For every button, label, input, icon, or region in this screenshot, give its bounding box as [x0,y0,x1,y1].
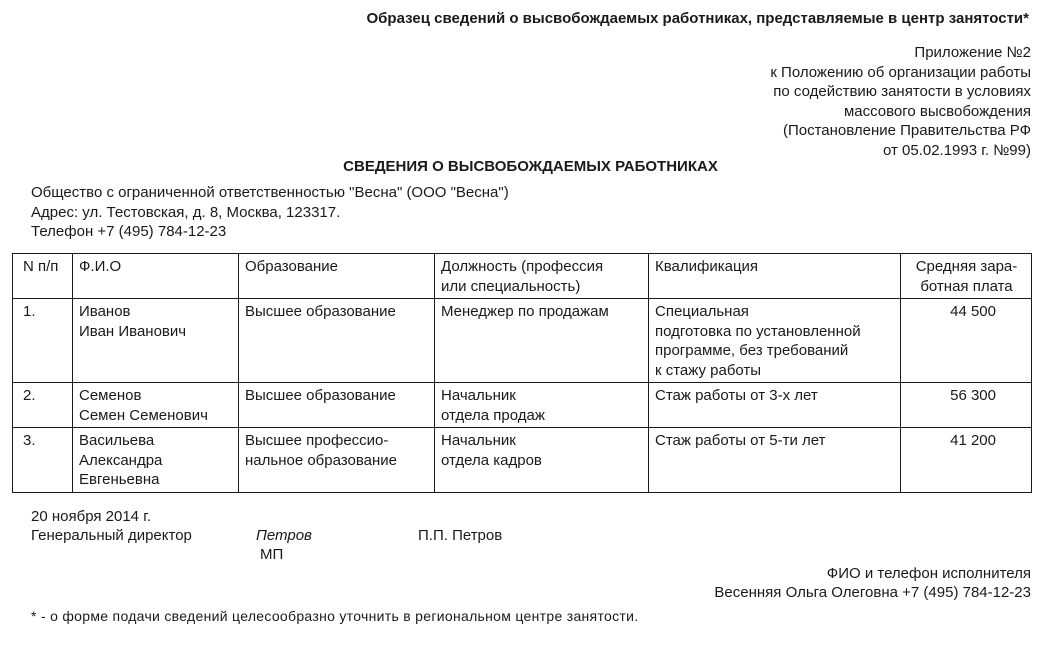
row-fio: Семенов Семен Семенович [73,383,239,428]
page-title: СВЕДЕНИЯ О ВЫСВОБОЖДАЕМЫХ РАБОТНИКАХ [343,158,718,175]
appendix-line: к Положению об организации работы [770,63,1031,81]
executor-label: ФИО и телефон исполнителя [826,565,1031,582]
row-salary: 41 200 [901,428,1032,493]
appendix-line: Приложение №2 [914,44,1031,61]
organization-address: Адрес: ул. Тестовская, д. 8, Москва, 123317. [31,203,341,221]
stamp-placeholder: МП [260,546,284,563]
row-salary: 56 300 [901,383,1032,428]
row-qualification: Стаж работы от 3-х лет [649,383,901,428]
appendix-reference [770,43,1031,160]
row-qualification: Специальная подготовка по установленной программе, без требований к стажу работы [649,299,901,383]
row-fio: Васильева Александра Евгеньевна [73,428,239,493]
header-education: Образование [239,254,435,299]
row-num: 1. [13,299,73,383]
header-position: Должность (профессия или специальность) [435,254,649,299]
appendix-line: от 05.02.1993 г. №99) [882,141,1031,159]
table-row [13,428,1032,493]
row-position: Начальник отдела продаж [435,383,649,428]
row-num: 3. [13,428,73,493]
row-qualification: Стаж работы от 5-ти лет [649,428,901,493]
row-position: Менеджер по продажам [435,299,649,383]
director-title: Генеральный директор [31,527,192,544]
organization-name: Общество с ограниченной ответственностью "Весна" (ООО "Весна") [31,184,509,201]
appendix-line: (Постановление Правительства РФ [782,122,1031,139]
row-salary: 44 500 [901,299,1032,383]
row-education: Высшее образование [239,299,435,383]
row-position: Начальник отдела кадров [435,428,649,493]
row-education: Высшее профессио- нальное образование [239,428,435,493]
header-num: N п/п [13,254,73,299]
table-header-row [13,254,1032,299]
footnote: * - о форме подачи сведений целесообразно уточнить в региональном центре занятости. [31,608,639,624]
signature: Петров [256,527,312,544]
row-education: Высшее образование [239,383,435,428]
row-num: 2. [13,383,73,428]
appendix-line: по содействию занятости в условиях [773,83,1031,100]
organization-info [31,183,509,242]
document-date: 20 ноября 2014 г. [31,508,151,525]
table-row [13,383,1032,428]
appendix-line: массового высвобождения [843,102,1031,120]
header-fio: Ф.И.О [73,254,239,299]
document-heading: Образец сведений о высвобождаемых работниках, представляемые в центр занятости* [366,10,1029,27]
employees-table [12,253,1032,493]
executor-contact: Весенняя Ольга Олеговна +7 (495) 784-12-23 [714,584,1031,601]
table-row [13,299,1032,383]
header-salary: Средняя зара- ботная плата [901,254,1032,299]
row-fio: Иванов Иван Иванович [73,299,239,383]
header-qualification: Квалификация [649,254,901,299]
director-name: П.П. Петров [418,527,503,544]
organization-phone: Телефон +7 (495) 784-12-23 [31,223,227,240]
